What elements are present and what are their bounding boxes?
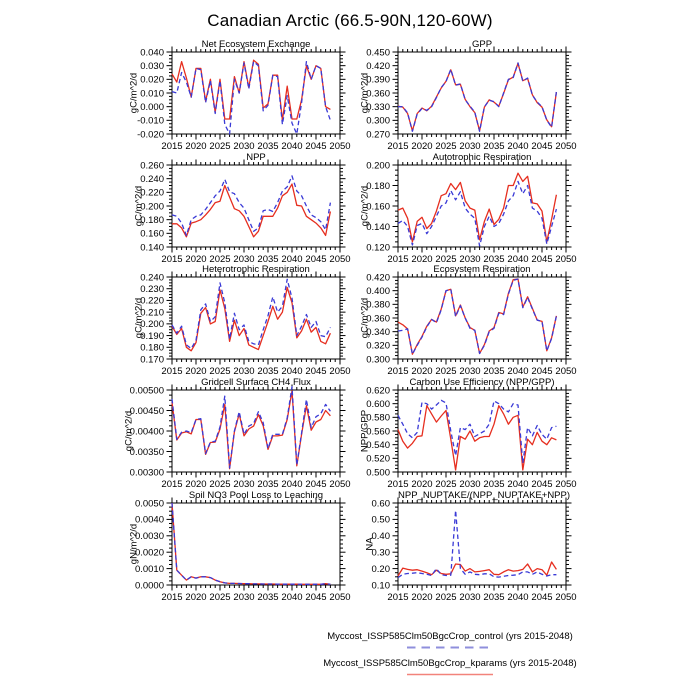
figure-title: Canadian Arctic (66.5-90N,120-60W) <box>207 11 493 30</box>
svg-text:2045: 2045 <box>305 479 327 490</box>
svg-text:2035: 2035 <box>483 366 505 377</box>
svg-text:0.330: 0.330 <box>366 101 390 113</box>
svg-text:0.00400: 0.00400 <box>129 426 164 438</box>
svg-text:2040: 2040 <box>281 479 303 490</box>
svg-text:0.180: 0.180 <box>366 180 390 192</box>
svg-text:0.30: 0.30 <box>371 547 390 559</box>
svg-text:2035: 2035 <box>257 479 279 490</box>
svg-text:0.160: 0.160 <box>366 201 390 213</box>
chart-plot-area <box>110 261 352 379</box>
chart-ch4-flux <box>110 374 352 492</box>
svg-text:0.200: 0.200 <box>140 319 164 331</box>
svg-text:2040: 2040 <box>507 254 529 265</box>
svg-text:2045: 2045 <box>531 592 553 603</box>
svg-text:2025: 2025 <box>435 366 457 377</box>
svg-text:2020: 2020 <box>411 141 433 152</box>
svg-text:0.400: 0.400 <box>366 285 390 297</box>
chart-plot-area <box>110 374 352 492</box>
svg-text:0.180: 0.180 <box>140 342 164 354</box>
svg-text:0.220: 0.220 <box>140 295 164 307</box>
svg-text:0.020: 0.020 <box>140 74 164 86</box>
svg-text:2020: 2020 <box>185 592 207 603</box>
svg-text:0.50: 0.50 <box>371 514 390 526</box>
svg-text:0.300: 0.300 <box>366 115 390 127</box>
svg-text:0.540: 0.540 <box>366 439 390 451</box>
svg-text:2035: 2035 <box>257 592 279 603</box>
chart-title: Ecosystem Respiration <box>433 264 531 275</box>
svg-text:0.0050: 0.0050 <box>134 498 164 510</box>
svg-text:0.0010: 0.0010 <box>134 563 164 575</box>
svg-text:0.420: 0.420 <box>366 272 390 284</box>
chart-plot-area <box>336 487 578 605</box>
svg-text:2050: 2050 <box>555 479 577 490</box>
svg-text:0.00300: 0.00300 <box>129 467 164 479</box>
svg-text:0.420: 0.420 <box>366 60 390 72</box>
svg-text:2020: 2020 <box>185 141 207 152</box>
svg-text:0.00350: 0.00350 <box>129 446 164 458</box>
svg-text:2020: 2020 <box>411 592 433 603</box>
legend-label-control: Myccost_ISSP585Clm50BgcCrop_control (yrs 2015-2048) <box>327 631 573 642</box>
legend-label-kparams: Myccost_ISSP585Clm50BgcCrop_kparams (yrs 2015-2048) <box>323 658 577 669</box>
chart-plot-area <box>336 374 578 492</box>
svg-text:0.040: 0.040 <box>140 47 164 59</box>
svg-text:0.300: 0.300 <box>366 354 390 366</box>
svg-text:2050: 2050 <box>329 366 351 377</box>
svg-text:2020: 2020 <box>185 366 207 377</box>
svg-text:2050: 2050 <box>329 479 351 490</box>
chart-plot-area <box>336 36 578 154</box>
chart-plot-area <box>110 487 352 605</box>
svg-text:2040: 2040 <box>281 366 303 377</box>
svg-text:0.220: 0.220 <box>140 187 164 199</box>
svg-text:0.360: 0.360 <box>366 313 390 325</box>
svg-text:2045: 2045 <box>305 254 327 265</box>
svg-text:0.0040: 0.0040 <box>134 514 164 526</box>
svg-text:2025: 2025 <box>209 592 231 603</box>
svg-text:0.10: 0.10 <box>371 580 390 592</box>
svg-text:0.450: 0.450 <box>366 47 390 59</box>
svg-text:2020: 2020 <box>411 366 433 377</box>
svg-text:0.520: 0.520 <box>366 453 390 465</box>
chart-soil-no3-leaching <box>110 487 352 605</box>
svg-text:2035: 2035 <box>257 366 279 377</box>
chart-title: NPP_NUPTAKE/(NPP_NUPTAKE+NPP) <box>398 490 571 501</box>
chart-y-axis-label: gC/m^2/d <box>128 72 140 114</box>
legend-item-control <box>300 631 600 650</box>
svg-text:2025: 2025 <box>435 254 457 265</box>
chart-title: GPP <box>471 39 493 50</box>
svg-text:2030: 2030 <box>459 254 481 265</box>
svg-text:2035: 2035 <box>483 479 505 490</box>
svg-text:0.560: 0.560 <box>366 426 390 438</box>
chart-y-axis-label: gC/m^2/d <box>359 185 371 227</box>
svg-text:0.320: 0.320 <box>366 340 390 352</box>
svg-text:0.180: 0.180 <box>140 214 164 226</box>
svg-text:2050: 2050 <box>329 141 351 152</box>
svg-text:2035: 2035 <box>483 592 505 603</box>
svg-text:2030: 2030 <box>459 366 481 377</box>
legend-line-control-dashed <box>407 645 493 650</box>
chart-title: Net Ecosystem Exchange <box>201 39 311 50</box>
chart-plot-area <box>336 149 578 267</box>
svg-text:2015: 2015 <box>387 141 409 152</box>
svg-text:2015: 2015 <box>387 479 409 490</box>
chart-plot-area <box>110 36 352 154</box>
svg-text:2025: 2025 <box>209 141 231 152</box>
svg-text:2040: 2040 <box>507 592 529 603</box>
svg-text:0.030: 0.030 <box>140 60 164 72</box>
svg-text:2050: 2050 <box>555 366 577 377</box>
svg-text:-0.010: -0.010 <box>137 115 164 127</box>
svg-text:2035: 2035 <box>483 141 505 152</box>
svg-text:2015: 2015 <box>161 479 183 490</box>
svg-text:0.20: 0.20 <box>371 563 390 575</box>
svg-text:0.200: 0.200 <box>366 160 390 172</box>
svg-text:0.0000: 0.0000 <box>134 580 164 592</box>
chart-title: NPP <box>246 152 266 163</box>
svg-text:2045: 2045 <box>305 366 327 377</box>
svg-text:0.190: 0.190 <box>140 330 164 342</box>
svg-text:2045: 2045 <box>531 141 553 152</box>
svg-text:2030: 2030 <box>233 254 255 265</box>
svg-text:0.340: 0.340 <box>366 326 390 338</box>
svg-text:0.210: 0.210 <box>140 307 164 319</box>
svg-text:0.390: 0.390 <box>366 74 390 86</box>
chart-title: Soil NO3 Pool Loss to Leaching <box>188 490 324 501</box>
chart-plot-area <box>336 261 578 379</box>
chart-ecosystem-respiration <box>336 261 578 379</box>
chart-heterotrophic-respiration <box>110 261 352 379</box>
svg-text:0.0030: 0.0030 <box>134 531 164 543</box>
svg-text:2015: 2015 <box>161 141 183 152</box>
chart-title: Autotrophic Respiration <box>432 152 532 163</box>
svg-text:0.240: 0.240 <box>140 173 164 185</box>
svg-text:0.010: 0.010 <box>140 88 164 100</box>
svg-text:2040: 2040 <box>281 254 303 265</box>
svg-text:-0.020: -0.020 <box>137 129 164 141</box>
chart-y-axis-label: gC/m^2/d <box>359 297 371 339</box>
svg-text:2040: 2040 <box>507 479 529 490</box>
svg-text:2040: 2040 <box>507 366 529 377</box>
svg-text:0.380: 0.380 <box>366 299 390 311</box>
svg-text:2025: 2025 <box>435 141 457 152</box>
svg-text:2045: 2045 <box>531 479 553 490</box>
svg-text:2045: 2045 <box>305 592 327 603</box>
svg-text:0.200: 0.200 <box>140 201 164 213</box>
svg-text:2045: 2045 <box>305 141 327 152</box>
svg-text:0.60: 0.60 <box>371 498 390 510</box>
svg-text:2015: 2015 <box>387 254 409 265</box>
svg-text:0.00450: 0.00450 <box>129 405 164 417</box>
svg-text:0.00500: 0.00500 <box>129 385 164 397</box>
svg-text:2040: 2040 <box>281 592 303 603</box>
chart-title: Heterotrophic Respiration <box>202 264 310 275</box>
svg-text:2025: 2025 <box>209 366 231 377</box>
svg-text:0.160: 0.160 <box>140 228 164 240</box>
svg-text:0.0020: 0.0020 <box>134 547 164 559</box>
chart-net-ecosystem-exchange <box>110 36 352 154</box>
legend-item-kparams <box>300 658 600 677</box>
svg-text:0.620: 0.620 <box>366 385 390 397</box>
svg-text:2030: 2030 <box>233 479 255 490</box>
chart-gpp <box>336 36 578 154</box>
svg-text:2020: 2020 <box>185 254 207 265</box>
chart-y-axis-label: NA <box>364 537 376 551</box>
chart-y-axis-label: gC/m^2/d <box>133 297 145 339</box>
chart-npp <box>110 149 352 267</box>
svg-text:2020: 2020 <box>411 254 433 265</box>
svg-text:2030: 2030 <box>459 141 481 152</box>
chart-y-axis-label: gC/m^2/d <box>133 185 145 227</box>
svg-text:2050: 2050 <box>555 141 577 152</box>
svg-text:0.240: 0.240 <box>140 272 164 284</box>
svg-text:2020: 2020 <box>411 479 433 490</box>
legend <box>300 631 600 685</box>
svg-text:2045: 2045 <box>531 254 553 265</box>
svg-text:0.120: 0.120 <box>366 242 390 254</box>
chart-carbon-use-efficiency <box>336 374 578 492</box>
svg-text:2020: 2020 <box>185 479 207 490</box>
svg-text:2030: 2030 <box>233 141 255 152</box>
svg-text:2035: 2035 <box>483 254 505 265</box>
chart-title: Gridcell Surface CH4 Flux <box>201 377 311 388</box>
svg-text:2050: 2050 <box>555 254 577 265</box>
svg-text:2015: 2015 <box>161 366 183 377</box>
svg-text:2030: 2030 <box>233 592 255 603</box>
svg-text:2015: 2015 <box>387 366 409 377</box>
chart-title: Carbon Use Efficiency (NPP/GPP) <box>409 377 555 388</box>
svg-text:2035: 2035 <box>257 141 279 152</box>
svg-text:2025: 2025 <box>435 479 457 490</box>
svg-text:2050: 2050 <box>329 592 351 603</box>
svg-text:0.360: 0.360 <box>366 88 390 100</box>
chart-plot-area <box>110 149 352 267</box>
svg-text:2030: 2030 <box>459 592 481 603</box>
chart-autotrophic-respiration <box>336 149 578 267</box>
svg-text:0.170: 0.170 <box>140 354 164 366</box>
svg-text:2050: 2050 <box>329 254 351 265</box>
svg-text:2015: 2015 <box>161 592 183 603</box>
svg-text:2040: 2040 <box>507 141 529 152</box>
svg-text:2030: 2030 <box>459 479 481 490</box>
svg-text:2015: 2015 <box>387 592 409 603</box>
legend-line-kparams-solid <box>407 672 493 677</box>
svg-text:0.40: 0.40 <box>371 531 390 543</box>
svg-text:2015: 2015 <box>161 254 183 265</box>
svg-text:0.140: 0.140 <box>140 242 164 254</box>
svg-text:0.270: 0.270 <box>366 129 390 141</box>
svg-text:2040: 2040 <box>281 141 303 152</box>
svg-text:2025: 2025 <box>209 479 231 490</box>
svg-text:2050: 2050 <box>555 592 577 603</box>
chart-npp-nuptake-ratio <box>336 487 578 605</box>
svg-text:2025: 2025 <box>209 254 231 265</box>
chart-y-axis-label: gC/m^2/d <box>123 410 135 452</box>
svg-text:2035: 2035 <box>257 254 279 265</box>
svg-text:0.000: 0.000 <box>140 101 164 113</box>
svg-text:2045: 2045 <box>531 366 553 377</box>
chart-y-axis-label: gN/m^2/d <box>128 523 140 565</box>
svg-text:0.500: 0.500 <box>366 467 390 479</box>
svg-text:0.580: 0.580 <box>366 412 390 424</box>
svg-text:0.600: 0.600 <box>366 398 390 410</box>
chart-y-axis-label: NPP/GPP <box>359 409 371 453</box>
svg-text:0.260: 0.260 <box>140 160 164 172</box>
svg-text:2025: 2025 <box>435 592 457 603</box>
svg-text:0.230: 0.230 <box>140 284 164 296</box>
chart-y-axis-label: gC/m^2/d <box>359 72 371 114</box>
svg-text:2030: 2030 <box>233 366 255 377</box>
svg-text:0.140: 0.140 <box>366 221 390 233</box>
